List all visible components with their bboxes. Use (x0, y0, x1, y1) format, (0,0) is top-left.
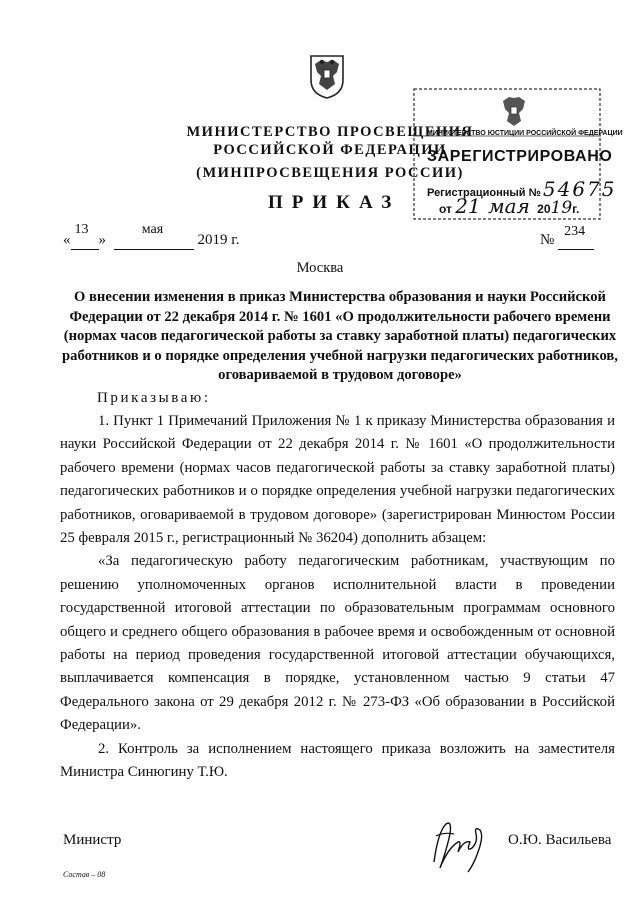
stamp-date-prefix: от (439, 202, 452, 216)
ministry-name: МИНИСТЕРСТВО ПРОСВЕЩЕНИЯ (186, 124, 474, 140)
signatory-name: О.Ю. Васильева (508, 832, 612, 848)
paragraph-1: 1. Пункт 1 Примечаний Приложения № 1 к приказу Министерства образования и науки Российской Федерации от 22 декабря 2014 г. № 1601 «О продолжительности рабочего времени (нормах часов педагогической работы за ставку заработной платы) педагогических работников и о порядке определения учебной нагрузки педагогических работников, оговариваемой в трудовом договоре» (зарегистрирован Минюстом России 25 февраля 2015 г., регистрационный № 36204) дополнить абзацем: (60, 413, 615, 547)
number-label: № (540, 232, 555, 248)
stamp-date-year: 19 (550, 198, 573, 218)
paragraph-2: 2. Контроль за исполнением настоящего приказа возложить на заместителя Министра Синюгину Т.Ю. (60, 740, 615, 781)
stamp-date-line (439, 194, 579, 218)
order-date (63, 222, 240, 250)
number-slot (558, 224, 594, 250)
stamp-date-day: 21 (455, 194, 481, 218)
date-day: 13 (74, 222, 89, 237)
date-close-quote: » (98, 232, 106, 248)
order-word: Приказываю: (97, 390, 211, 406)
coat-of-arms-icon (305, 50, 349, 100)
stamp-date-month: мая (488, 194, 530, 218)
footnote: Состав – 08 (63, 870, 106, 879)
stamp-date-year-prefix: 20 (537, 202, 551, 216)
date-month-slot (114, 222, 194, 250)
date-month: мая (141, 222, 164, 237)
order-body (60, 410, 615, 785)
stamp-reg-label: Регистрационный № (427, 187, 541, 199)
stamp-date-year-suffix: г. (572, 202, 580, 216)
order-number-value: 234 (564, 224, 586, 239)
stamp-status: ЗАРЕГИСТРИРОВАНО (427, 148, 613, 165)
order-number (540, 224, 594, 250)
ministry-country: РОССИЙСКОЙ ФЕДЕРАЦИИ (213, 142, 447, 158)
order-title: О внесении изменения в приказ Министерства образования и науки Российской Федерации от 22 декабря 2014 г. № 1601 «О продолжительности рабочего времени (нормах часов педагогической работы за ставку заработной платы) педагогических работников и о порядке определения учебной нагрузки педагогических работников, оговариваемой в трудовом договоре» (62, 289, 618, 383)
date-open-quote: « (63, 232, 71, 248)
stamp-eagle-icon (497, 94, 531, 128)
stamp-org: МИНИСТЕРСТВО ЮСТИЦИИ РОССИЙСКОЙ ФЕДЕРАЦИИ (427, 130, 623, 137)
date-year: 2019 г. (197, 232, 240, 248)
paragraph-quote: «За педагогическую работу педагогическим работникам, участвующим по решению уполномоченных органов исполнительной власти в проведении государственной итоговой аттестации по образовательным программам основного общего и среднего общего образования в рабочее время и освобожденным от основной работы на период проведения государственной итоговой аттестации обучающихся, выплачивается компенсация в порядке, установленном частью 9 статьи 47 Федерального закона от 29 декабря 2012 г. № 273-ФЗ «Об образовании в Российской Федерации». (60, 553, 615, 734)
city: Москва (296, 260, 344, 276)
date-day-slot (71, 222, 99, 250)
signatory-role: Министр (63, 832, 122, 848)
document-type: ПРИКАЗ (268, 192, 401, 213)
handwritten-signature (428, 812, 490, 878)
stamp-reg-number: 54675 (542, 177, 617, 201)
ministry-short-name: (МИНПРОСВЕЩЕНИЯ РОССИИ) (196, 165, 464, 181)
